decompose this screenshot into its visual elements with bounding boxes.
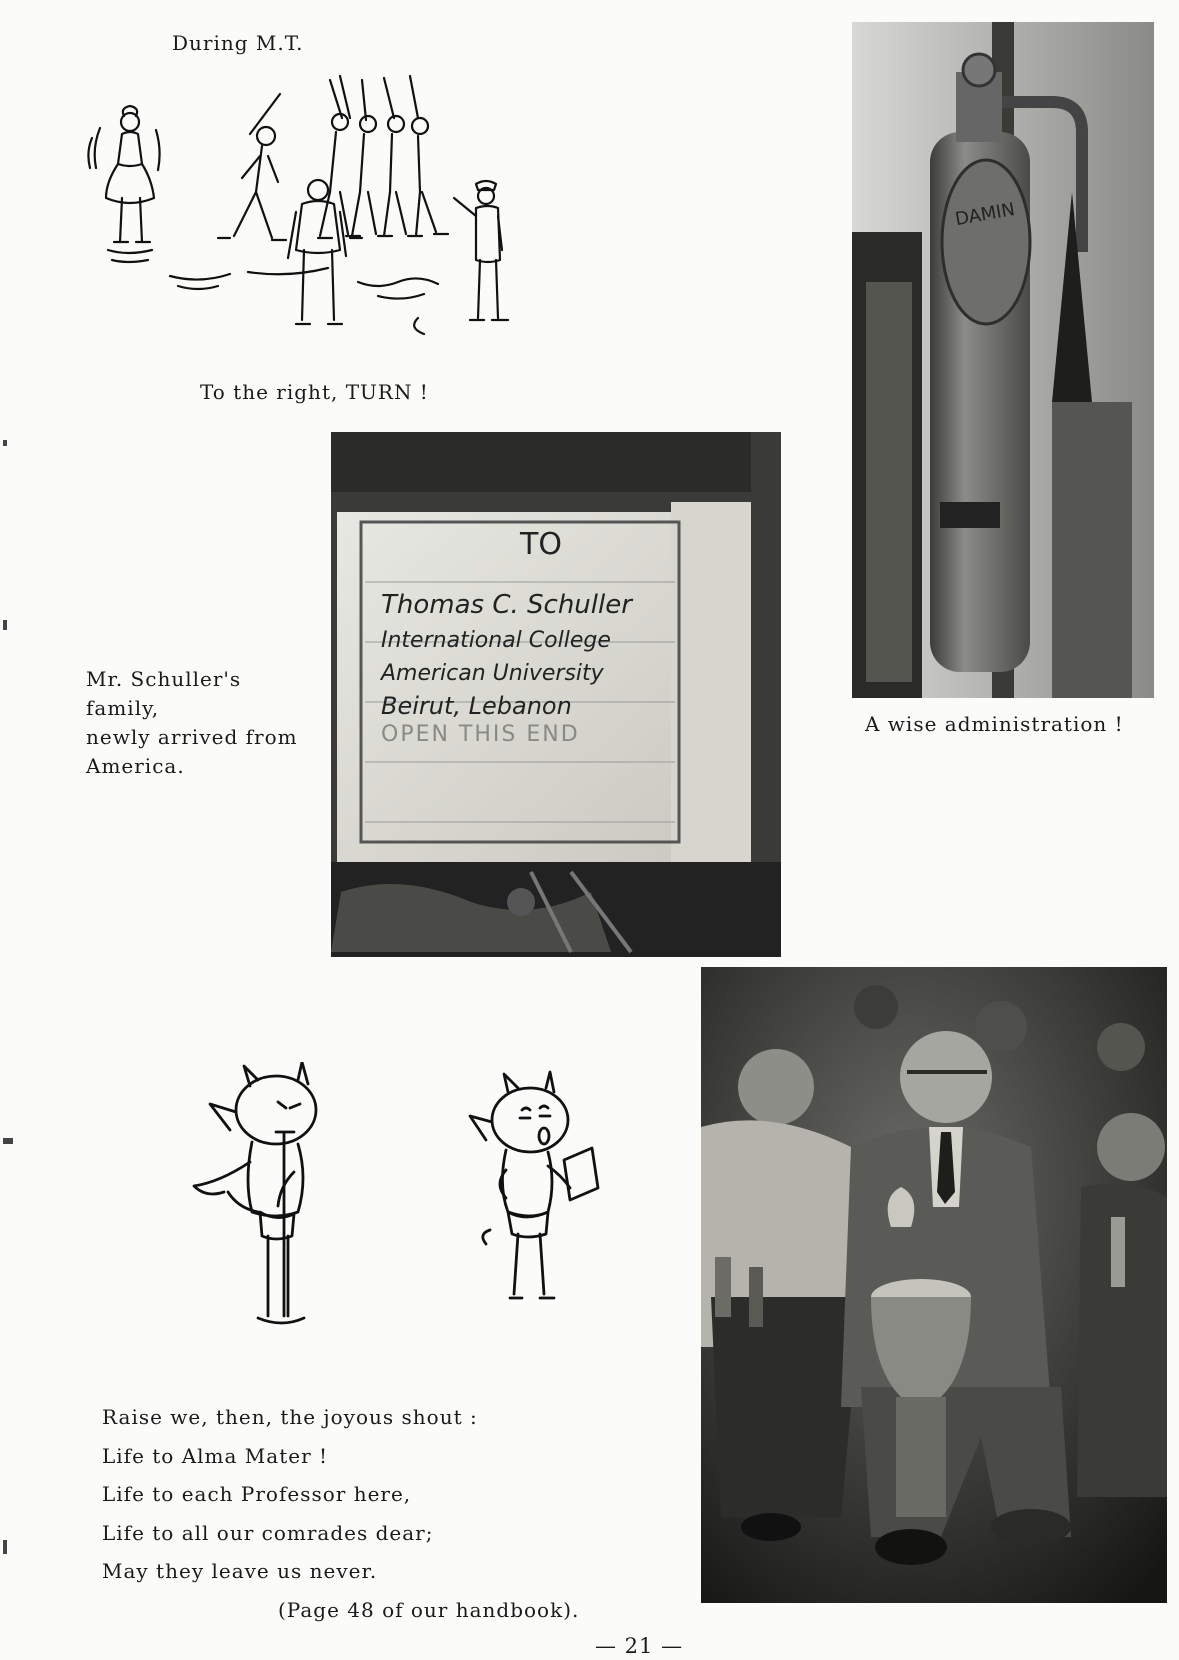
poem-line-2: Life to Alma Mater ! (102, 1443, 329, 1468)
extinguisher-caption: A wise administration ! (865, 712, 1124, 736)
margin-mark (3, 1138, 13, 1144)
page-number: — 21 — (595, 1634, 684, 1658)
cartoon-caption-top: During M.T. (172, 31, 304, 55)
crate-caption-line-3: America. (86, 754, 185, 778)
devil-drummer-cartoon (188, 1062, 358, 1332)
crate-line-2: International College (381, 628, 611, 653)
crate-caption-line-1: Mr. Schuller's family, (86, 667, 242, 720)
crate-line-4: Beirut, Lebanon (381, 692, 572, 720)
poem (102, 1398, 478, 1591)
cartoon-caption-bottom: To the right, TURN ! (200, 380, 429, 404)
poem-line-5: May they leave us never. (102, 1559, 378, 1583)
poem-source: (Page 48 of our handbook). (278, 1598, 580, 1622)
margin-mark (3, 620, 7, 630)
margin-mark (3, 440, 7, 446)
crate-caption (86, 665, 318, 781)
crate-to: TO (520, 527, 562, 562)
party-photo (701, 967, 1167, 1603)
crate-caption-line-2: newly arrived from (86, 725, 298, 749)
devil-singer-cartoon (460, 1070, 610, 1320)
crate-label (381, 527, 671, 747)
poem-line-4: Life to all our comrades dear; (102, 1520, 434, 1545)
marching-cartoon (78, 72, 548, 362)
crate-line-3: American University (381, 661, 604, 686)
poem-line-1: Raise we, then, the joyous shout : (102, 1405, 478, 1429)
poem-line-3: Life to each Professor here, (102, 1482, 412, 1506)
extinguisher-photo (852, 22, 1154, 698)
margin-mark (3, 1540, 7, 1554)
svg-text:DAMIN: DAMIN (953, 199, 1017, 231)
crate-line-1: Thomas C. Schuller (381, 590, 632, 620)
crate-photo (331, 432, 781, 957)
crate-stencil: OPEN THIS END (381, 722, 580, 747)
